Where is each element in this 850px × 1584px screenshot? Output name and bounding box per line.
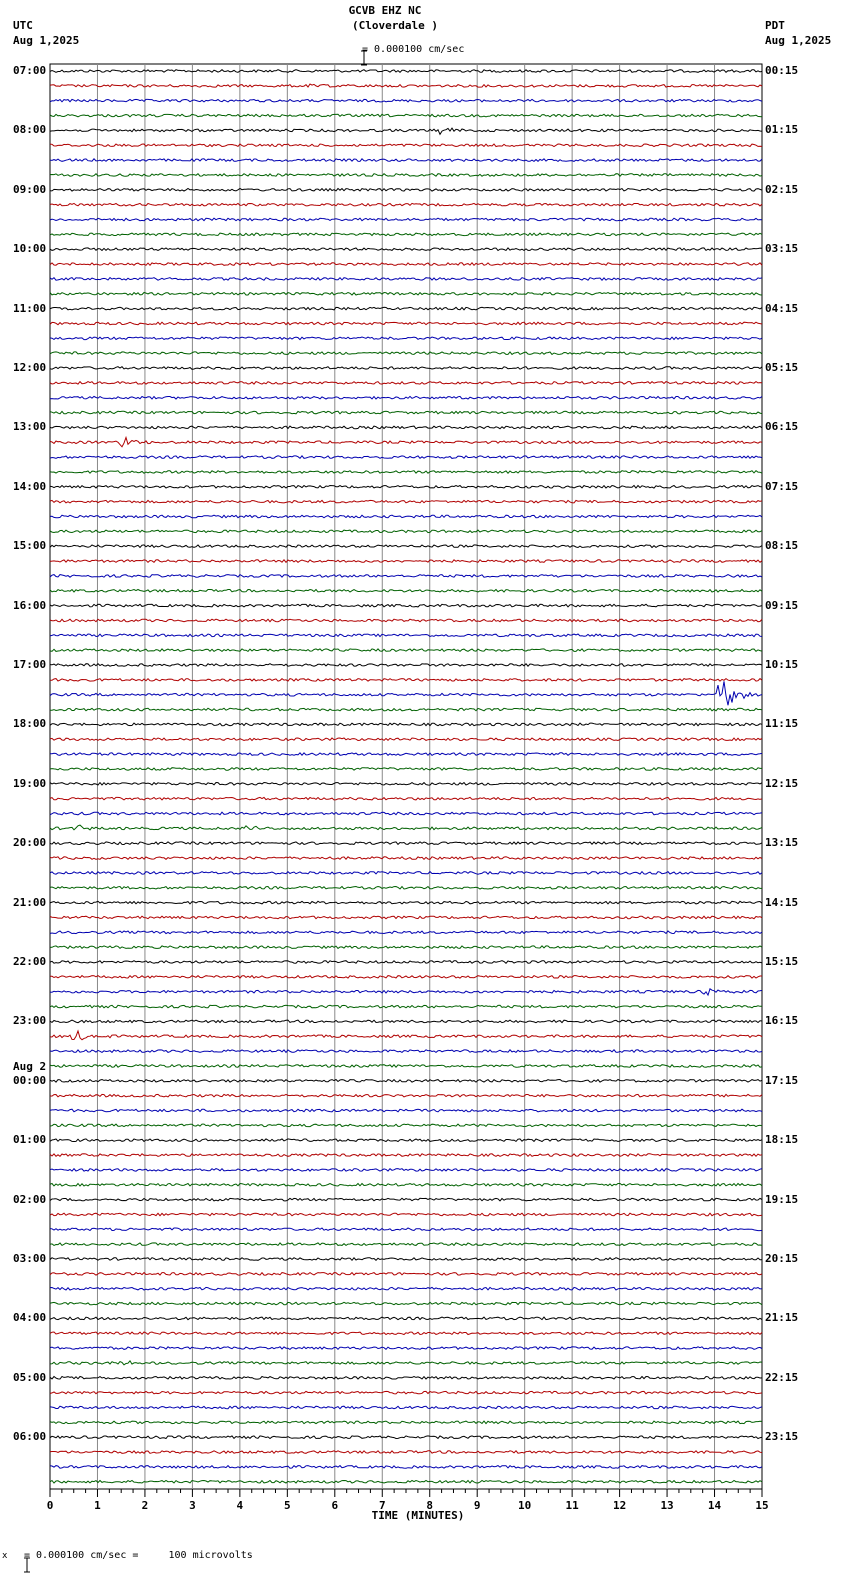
scale-label: = 0.000100 cm/sec <box>362 44 465 55</box>
seismic-trace <box>50 1406 762 1409</box>
seismic-trace <box>50 976 762 979</box>
utc-hour-label: 15:00 <box>13 539 47 553</box>
seismic-trace <box>50 842 762 845</box>
utc-hour-label: 14:00 <box>13 479 47 493</box>
seismic-trace <box>50 1154 762 1157</box>
seismic-trace <box>50 1198 762 1201</box>
seismic-trace <box>50 1287 762 1290</box>
day-change-label: Aug 2 <box>13 1059 47 1073</box>
pdt-hour-label: 00:15 <box>765 64 799 77</box>
seismic-trace <box>50 471 762 474</box>
station-location: (Cloverdale ) <box>351 19 439 32</box>
station-title: GCVB EHZ NC <box>348 4 422 17</box>
utc-hour-label: 19:00 <box>13 776 47 790</box>
pdt-hour-label: 17:15 <box>765 1073 799 1087</box>
x-tick-label: 10 <box>518 1499 532 1512</box>
seismic-trace <box>50 293 762 296</box>
seismic-trace <box>50 1124 762 1127</box>
x-tick-label: 0 <box>46 1499 54 1512</box>
seismic-trace <box>50 322 762 325</box>
seismic-trace <box>50 1243 762 1246</box>
seismic-trace <box>50 1466 762 1469</box>
seismic-trace <box>50 575 762 578</box>
seismic-trace <box>50 1347 762 1350</box>
seismic-trace <box>50 1258 762 1261</box>
seismic-trace <box>50 825 762 830</box>
pdt-hour-label: 04:15 <box>765 301 799 315</box>
seismic-trace <box>50 946 762 949</box>
seismic-trace <box>50 604 762 607</box>
seismic-trace <box>50 681 762 705</box>
pdt-hour-label: 16:15 <box>765 1014 799 1028</box>
seismic-trace <box>50 278 762 281</box>
utc-hour-label: 20:00 <box>13 836 47 850</box>
pdt-hour-label: 14:15 <box>765 895 799 909</box>
seismic-trace <box>50 1273 762 1276</box>
seismic-trace <box>50 1436 762 1439</box>
x-axis-title: TIME (MINUTES) <box>371 1509 465 1522</box>
utc-hour-label: 02:00 <box>13 1192 47 1206</box>
utc-hour-label: 08:00 <box>13 123 47 137</box>
seismic-trace <box>50 128 762 134</box>
seismic-trace <box>50 560 762 563</box>
pdt-hour-label: 18:15 <box>765 1133 799 1147</box>
pdt-hour-label: 01:15 <box>765 123 799 137</box>
seismic-trace <box>50 382 762 385</box>
pdt-hour-label: 19:15 <box>765 1192 799 1206</box>
x-tick-label: 2 <box>141 1499 149 1512</box>
x-tick-label: 5 <box>284 1499 291 1512</box>
seismic-trace <box>50 664 762 667</box>
seismic-trace <box>50 679 762 682</box>
seismic-trace <box>50 961 762 964</box>
seismic-trace <box>50 708 762 711</box>
utc-hour-label: 09:00 <box>13 182 47 196</box>
seismic-trace <box>50 545 762 548</box>
pdt-hour-label: 05:15 <box>765 361 799 374</box>
pdt-hour-label: 13:15 <box>765 836 799 850</box>
x-tick-label: 8 <box>426 1499 434 1512</box>
seismic-trace <box>50 189 762 192</box>
seismic-trace <box>50 738 762 741</box>
x-tick-label: 3 <box>189 1499 196 1512</box>
seismic-trace <box>50 753 762 756</box>
pdt-hour-label: 20:15 <box>765 1252 799 1265</box>
seismic-trace <box>50 515 762 518</box>
seismic-trace <box>50 1228 762 1231</box>
pdt-hour-label: 23:15 <box>765 1430 799 1444</box>
seismic-trace <box>50 1451 762 1454</box>
utc-hour-label: 17:00 <box>13 658 47 671</box>
seismic-trace <box>50 1391 762 1394</box>
seismic-trace <box>50 1317 762 1320</box>
pdt-hour-label: 15:15 <box>765 955 799 968</box>
seismic-trace <box>50 590 762 593</box>
seismic-trace <box>50 114 762 117</box>
right-timezone: PDT <box>765 19 785 32</box>
seismic-trace <box>50 1302 762 1305</box>
seismic-trace <box>50 1361 762 1365</box>
x-tick-label: 13 <box>660 1499 674 1512</box>
seismic-trace <box>50 619 762 622</box>
utc-hour-label: 16:00 <box>13 598 47 612</box>
seismic-trace <box>50 1020 762 1023</box>
seismic-trace <box>50 916 762 919</box>
seismic-trace <box>50 1421 762 1424</box>
seismic-trace <box>50 1213 762 1216</box>
seismic-trace <box>50 1332 762 1335</box>
scale-bar-icon <box>347 38 355 54</box>
seismic-trace <box>50 768 762 771</box>
pdt-hour-label: 09:15 <box>765 598 799 612</box>
x-tick-label: 6 <box>331 1499 339 1512</box>
seismic-trace <box>50 352 762 355</box>
seismic-trace <box>50 486 762 489</box>
seismic-trace <box>50 426 762 429</box>
seismic-trace <box>50 203 762 206</box>
utc-hour-label: 07:00 <box>13 64 47 77</box>
seismic-trace <box>50 1005 762 1008</box>
seismic-trace <box>50 872 762 875</box>
plot-frame <box>50 64 762 1489</box>
utc-hour-label: 21:00 <box>13 895 47 909</box>
seismic-trace <box>50 456 762 459</box>
seismic-trace <box>50 337 762 340</box>
pdt-hour-label: 21:15 <box>765 1311 799 1325</box>
seismic-trace <box>50 1065 762 1068</box>
seismic-trace <box>50 723 762 726</box>
utc-hour-label: 04:00 <box>13 1311 47 1325</box>
seismic-trace <box>50 84 762 87</box>
seismic-trace <box>50 159 762 162</box>
utc-hour-label: 05:00 <box>13 1370 47 1384</box>
seismic-trace <box>50 396 762 399</box>
seismic-trace <box>50 144 762 147</box>
seismic-trace <box>50 411 762 414</box>
seismic-trace <box>50 99 762 102</box>
seismic-trace <box>50 174 762 177</box>
seismic-trace <box>50 1139 762 1142</box>
seismic-trace <box>50 1050 762 1053</box>
seismic-trace <box>50 931 762 934</box>
footer-prefix: x <box>2 1551 8 1561</box>
utc-hour-label: 11:00 <box>13 301 47 315</box>
seismic-trace <box>50 248 762 251</box>
utc-hour-label: 06:00 <box>13 1430 47 1444</box>
seismic-trace <box>50 218 762 221</box>
x-tick-label: 9 <box>473 1499 481 1512</box>
utc-hour-label: 00:00 <box>13 1073 47 1087</box>
seismic-trace <box>50 857 762 860</box>
x-tick-label: 11 <box>565 1499 579 1512</box>
utc-hour-label: 22:00 <box>13 955 47 968</box>
seismic-trace <box>50 1377 762 1380</box>
seismic-trace <box>50 1169 762 1172</box>
utc-hour-label: 23:00 <box>13 1014 47 1028</box>
seismic-trace <box>50 367 762 370</box>
seismic-trace <box>50 649 762 652</box>
pdt-hour-label: 11:15 <box>765 717 799 731</box>
seismic-trace <box>50 887 762 890</box>
seismic-trace <box>50 797 762 800</box>
pdt-hour-label: 10:15 <box>765 658 799 671</box>
x-tick-label: 15 <box>755 1499 769 1512</box>
utc-hour-label: 18:00 <box>13 717 47 731</box>
footer-scale-note: = 0.000100 cm/sec = 100 microvolts <box>24 1550 253 1561</box>
x-tick-label: 14 <box>707 1499 722 1512</box>
seismic-trace <box>50 1481 762 1484</box>
pdt-hour-label: 03:15 <box>765 242 799 256</box>
utc-hour-label: 12:00 <box>13 361 47 374</box>
pdt-hour-label: 02:15 <box>765 182 799 196</box>
seismic-trace <box>50 438 762 447</box>
x-tick-label: 7 <box>378 1499 386 1512</box>
x-tick-label: 4 <box>236 1499 244 1512</box>
seismic-trace <box>50 1080 762 1083</box>
utc-hour-label: 10:00 <box>13 242 47 256</box>
x-tick-label: 12 <box>612 1499 627 1512</box>
seismic-trace <box>50 233 762 236</box>
x-tick-label: 1 <box>94 1499 101 1512</box>
utc-hour-label: 01:00 <box>13 1133 47 1147</box>
minute-grid <box>50 64 762 1489</box>
pdt-hour-label: 12:15 <box>765 776 799 790</box>
seismic-trace <box>50 1031 762 1040</box>
seismic-trace <box>50 1109 762 1112</box>
seismic-trace <box>50 263 762 266</box>
seismic-trace <box>50 530 762 533</box>
seismic-trace <box>50 500 762 503</box>
pdt-hour-label: 08:15 <box>765 539 799 553</box>
pdt-hour-label: 07:15 <box>765 479 799 493</box>
seismic-trace <box>50 989 762 995</box>
footer-scale-icon <box>10 1545 18 1561</box>
seismic-trace <box>50 307 762 310</box>
left-date: Aug 1,2025 <box>13 34 80 47</box>
seismic-trace <box>50 70 762 73</box>
seismic-trace <box>50 1094 762 1097</box>
seismic-trace <box>50 901 762 904</box>
seismic-trace <box>50 812 762 815</box>
right-date: Aug 1,2025 <box>765 34 832 47</box>
left-timezone: UTC <box>13 19 33 32</box>
utc-hour-label: 03:00 <box>13 1252 47 1265</box>
seismic-trace <box>50 634 762 637</box>
pdt-hour-label: 06:15 <box>765 420 799 434</box>
seismic-trace <box>50 1184 762 1187</box>
seismic-trace <box>50 783 762 786</box>
pdt-hour-label: 22:15 <box>765 1370 799 1384</box>
seismic-traces <box>50 70 762 1483</box>
utc-hour-label: 13:00 <box>13 420 47 434</box>
